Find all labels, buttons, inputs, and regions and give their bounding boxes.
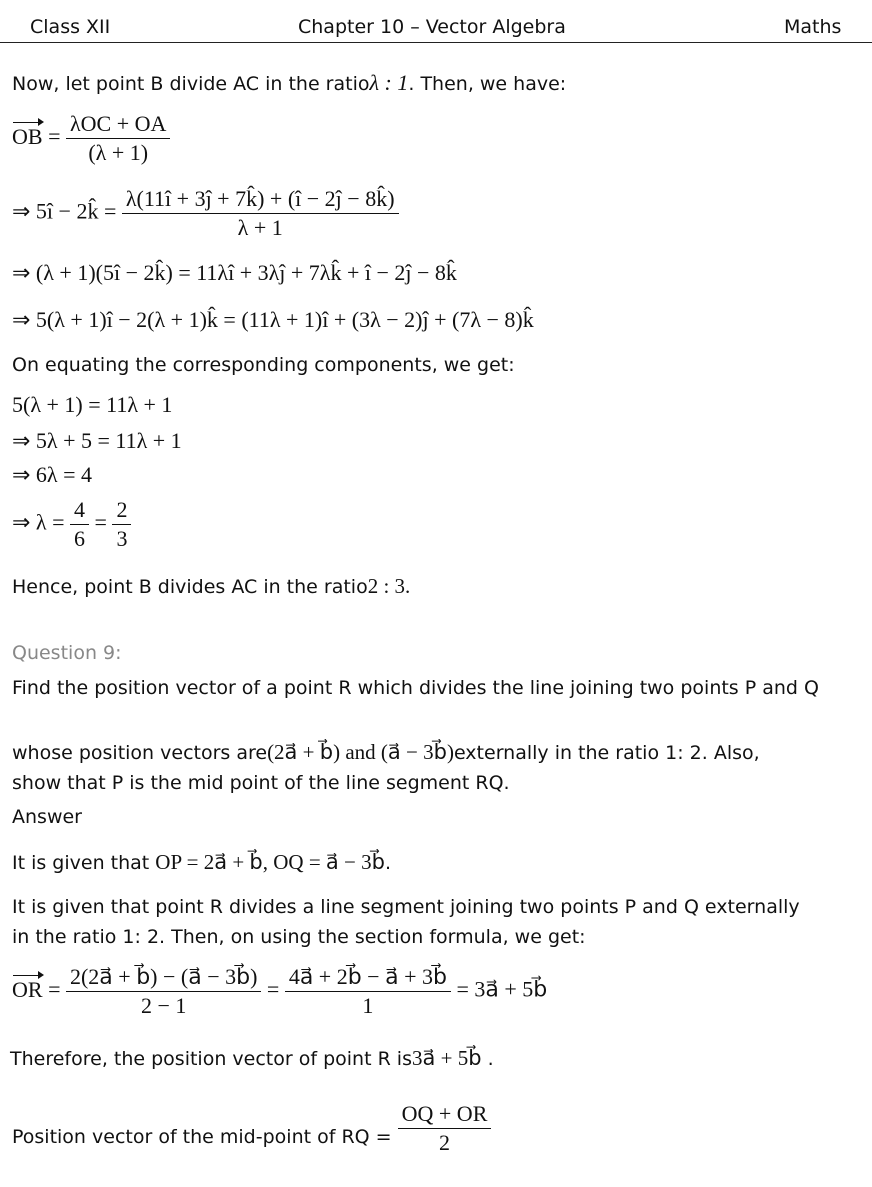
intro-line: Now, let point B divide AC in the ratioλ : 1. Then, we have: xyxy=(12,70,567,95)
midpoint-line: Position vector of the mid-point of RQ = $\frac{OQ + OR}{2}$ xyxy=(12,1118,491,1157)
question-9-line2: whose position vectors are(2a⃗ + b⃗) and (a⃗ − 3b⃗)externally in the ratio 1: 2. Also, xyxy=(12,740,760,764)
equation-3: ⇒ (λ + 1)(5î − 2k̂) = 11λî + 3λĵ + 7λk̂ + î − 2ĵ − 8k̂ xyxy=(12,260,457,285)
page-header xyxy=(0,14,872,43)
step-3: ⇒ 6λ = 4 xyxy=(12,462,93,487)
step-2: ⇒ 5λ + 5 = 11λ + 1 xyxy=(12,428,182,453)
equation-or: OR = $\frac{2(2a⃗ + b⃗) - (a⃗ - 3b⃗)}{2 - 1}$ = $\frac{4a⃗ + 2b⃗ - a⃗ + 3b⃗}{1}$ = 3a⃗ + 5b⃗ xyxy=(12,964,548,1018)
therefore-line: Therefore, the position vector of point R is3a⃗ + 5b⃗ . xyxy=(10,1046,494,1070)
given2-line1: It is given that point R divides a line segment joining two points P and Q externally xyxy=(12,896,800,918)
equating-text: On equating the corresponding components, we get: xyxy=(12,354,515,376)
question-9-line3: show that P is the mid point of the line segment RQ. xyxy=(12,772,510,794)
header-chapter: Chapter 10 – Vector Algebra xyxy=(298,16,566,38)
equation-4: ⇒ 5(λ + 1)î − 2(λ + 1)k̂ = (11λ + 1)î + (3λ − 2)ĵ + (7λ − 8)k̂ xyxy=(12,307,534,332)
ratio-lambda: λ : 1 xyxy=(369,70,409,95)
equation-2: ⇒ 5î − 2k̂ = $\frac{\lambda(11î + 3ĵ + 7k̂) + (î - 2ĵ - 8k̂)}{\lambda + 1}$ xyxy=(12,185,399,242)
question-9-line1: Find the position vector of a point R which divides the line joining two points P and Q xyxy=(12,677,819,699)
header-subject: Maths xyxy=(784,16,842,38)
given-line: It is given that OP = 2a⃗ + b⃗, OQ = a⃗ − 3b⃗. xyxy=(12,850,392,874)
hence-line: Hence, point B divides AC in the ratio2 : 3. xyxy=(12,574,411,598)
answer-label: Answer xyxy=(12,806,82,828)
header-class: Class XII xyxy=(30,16,111,38)
question-9-heading: Question 9: xyxy=(12,642,122,664)
equation-ob: OB = $\frac{\text{λOC + OA}}{(\lambda + 1)}$ xyxy=(12,110,170,167)
step-4: ⇒ λ = $\frac{4}{6}$ = $\frac{2}{3}$ xyxy=(12,496,131,553)
given2-line2: in the ratio 1: 2. Then, on using the section formula, we get: xyxy=(12,926,586,948)
step-1: 5(λ + 1) = 11λ + 1 xyxy=(12,392,173,417)
